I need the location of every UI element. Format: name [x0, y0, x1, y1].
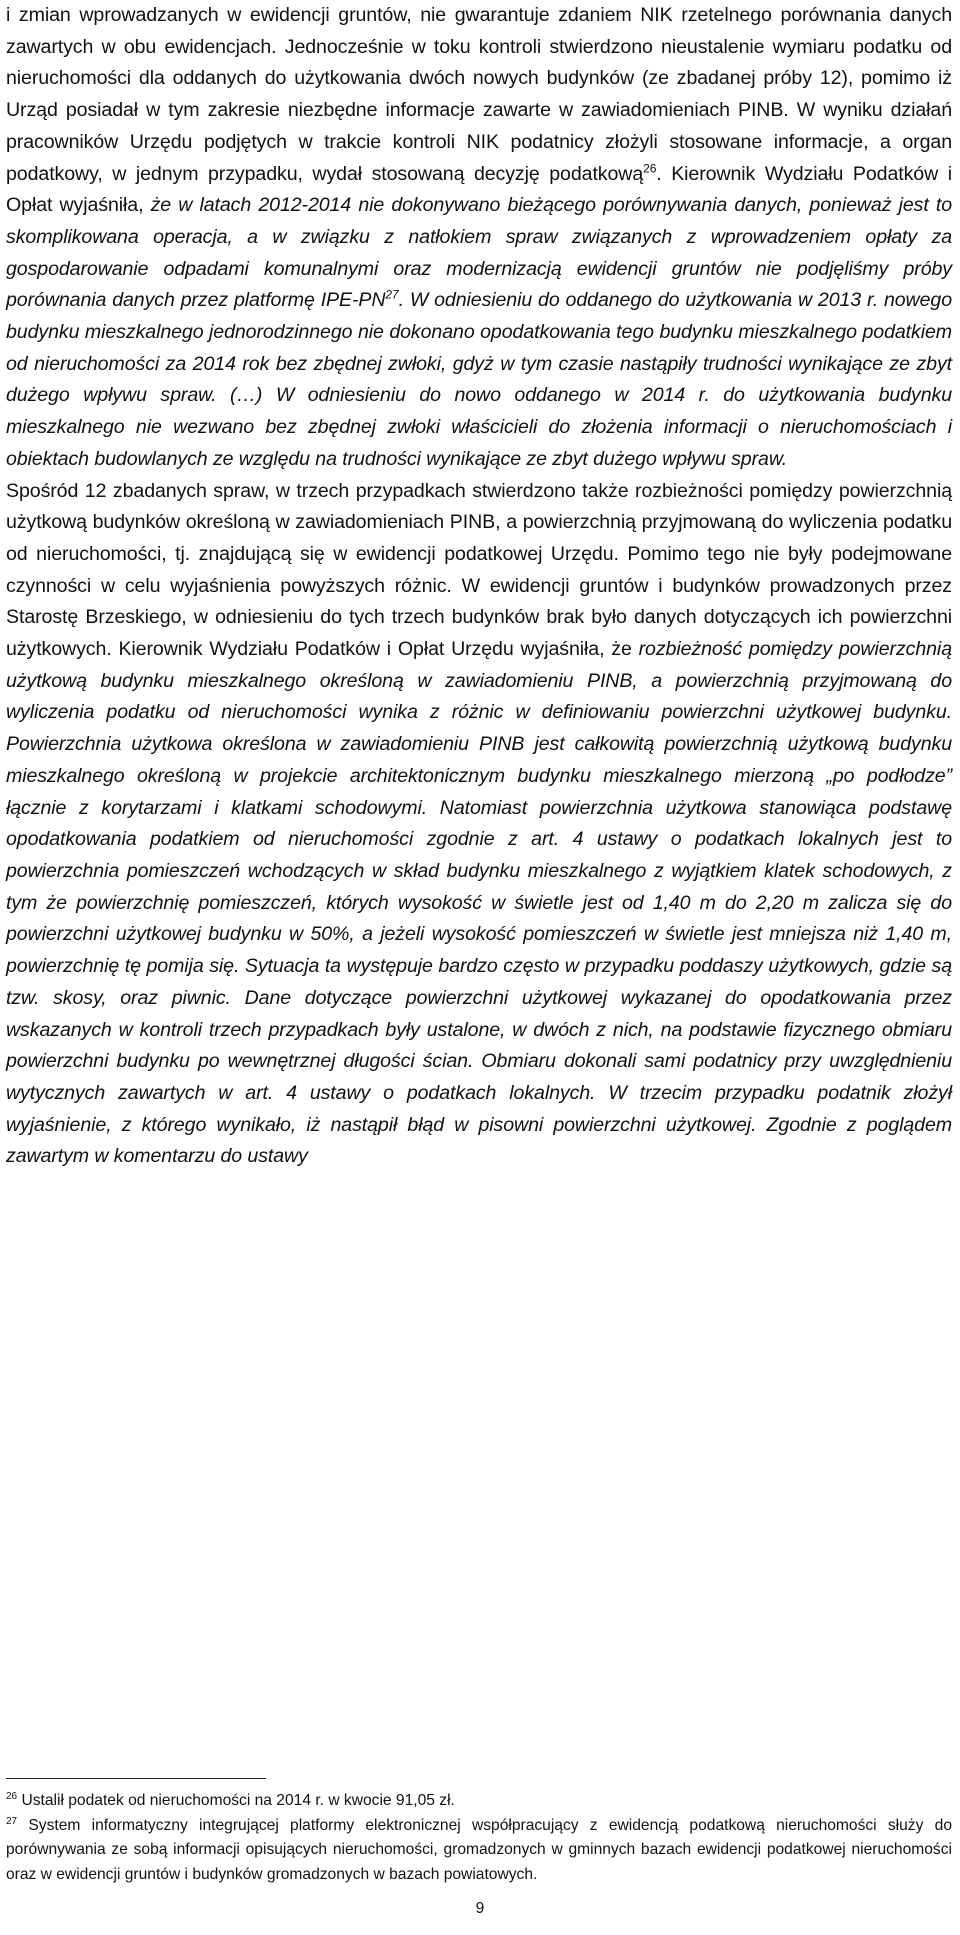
footnote-26	[6, 1789, 952, 1814]
paragraph-text: i zmian wprowadzanych w ewidencji gruntów, nie gwarantuje zdaniem NIK rzetelnego porównania danych zawartych w obu ewidencjach. Jednocześnie w toku kontroli stwierdzono nieustalenie wymiaru podatku od nieruchomości dla oddanych do użytkowania dwóch nowych budynków (ze zbadanej próby 12), pomimo iż Urząd posiadał w tym zakresie niezbędne informacje zawarte w zawiadomieniach PINB. W wyniku działań pracowników Urzędu podjętych w trakcie kontroli NIK podatnicy złożyli stosowane informacje, a organ podatkowy, w jednym przypadku, wydał stosowaną decyzję podatkową	[6, 4, 952, 185]
body-paragraph-2	[6, 476, 952, 1173]
quote-text: że w latach 2012-2014 nie dokonywano bieżącego porównywania danych, ponieważ jest to skomplikowana operacja, a w związku z natłokiem spraw związanych z wprowadzeniem opłaty za gospodarowanie odpadami komunalnymi oraz modernizacją ewidencji gruntów nie podjęliśmy próby porównania danych przez platformę IPE-PN	[6, 194, 952, 312]
footnote-27	[6, 1814, 952, 1888]
footnote-text: System informatyczny integrującej platformy elektronicznej współpracujący z ewidencją podatkową nieruchomości służy do porównywania ze sobą informacji opisujących nieruchomości, gromadzonych w gminnych bazach ewidencji podatkowej nieruchomości oraz w ewidencji gruntów i budynków gromadzonych w bazach powiatowych.	[6, 1816, 952, 1883]
footnote-ref-26[interactable]: 26	[643, 160, 657, 175]
quote-text: rozbieżność pomiędzy powierzchnią użytkową budynku mieszkalnego określoną w zawiadomieniu PINB, a powierzchnią przyjmowaną do wyliczenia podatku od nieruchomości wynika z różnic w definiowaniu powierzchni użytkowej budynku. Powierzchnia użytkowa określona w zawiadomieniu PINB jest całkowitą powierzchnią użytkową budynku mieszkalnego określoną w projekcie architektonicznym budynku mieszkalnego mierzoną „po podłodze” łącznie z korytarzami i klatkami schodowymi. Natomiast powierzchnia użytkowa stanowiąca podstawę opodatkowania podatkiem od nieruchomości zgodnie z art. 4 ustawy o podatkach lokalnych jest to powierzchnia pomieszczeń wchodzących w skład budynku mieszkalnego z wyjątkiem klatek schodowych, z tym że powierzchnię pomieszczeń, których wysokość w świetle jest od 1,40 m do 2,20 m zalicza się do powierzchni użytkowej budynku w 50%, a jeżeli wysokość pomieszczeń w świetle jest mniejsza niż 1,40 m, powierzchnię tę pomija się. Sytuacja ta występuje bardzo często w przypadku poddaszy użytkowych, gdzie są tzw. skosy, oraz piwnic. Dane dotyczące powierzchni użytkowej wykazanej do opodatkowania przez wskazanych w kontroli trzech przypadkach były ustalone, w dwóch z nich, na podstawie fizycznego obmiaru powierzchni budynku po wewnętrznej długości ścian. Obmiaru dokonali sami podatnicy przy uwzględnieniu wytycznych zawartych w art. 4 ustawy o podatkach lokalnych. W trzecim przypadku podatnik złożył wyjaśnienie, z którego wynikało, iż nastąpił błąd w pisowni powierzchni użytkowej. Zgodnie z poglądem zawartym w komentarzu do ustawy	[6, 638, 952, 1168]
paragraph-text: . Kierownik Wydziału Podatków i Opłat wyjaśniła,	[6, 162, 952, 217]
footnote-number: 26	[6, 1790, 18, 1802]
footnote-number: 27	[6, 1815, 18, 1827]
paragraph-text: Spośród 12 zbadanych spraw, w trzech przypadkach stwierdzono także rozbieżności pomiędzy powierzchnią użytkową budynków określoną w zawiadomieniach PINB, a powierzchnią przyjmowaną do wyliczenia podatku od nieruchomości, tj. znajdującą się w ewidencji podatkowej Urzędu. Pomimo tego nie były podejmowane czynności w celu wyjaśnienia powyższych różnic. W ewidencji gruntów i budynków prowadzonych przez Starostę Brzeskiego, w odniesieniu do tych trzech budynków brak było danych dotyczących ich powierzchni użytkowych. Kierownik Wydziału Podatków i Opłat Urzędu wyjaśniła, że	[6, 479, 952, 661]
body-paragraph-1	[6, 0, 952, 476]
footnote-text: Ustalił podatek od nieruchomości na 2014 r. w kwocie 91,05 zł.	[21, 1792, 455, 1809]
page-number: 9	[475, 1900, 485, 1917]
quote-text: . W odniesieniu do oddanego do użytkowania w 2013 r. nowego budynku mieszkalnego jednorodzinnego nie dokonano opodatkowania tego budynku mieszkalnego podatkiem od nieruchomości za 2014 rok bez zbędnej zwłoki, gdyż w tym czasie nastąpiły trudności wynikające ze zbyt dużego wpływu spraw. (…) W odniesieniu do nowo oddanego w 2014 r. do użytkowania budynku mieszkalnego nie wezwano bez zbędnej zwłoki właścicieli do złożenia informacji o nieruchomościach i obiektach budowlanych ze względu na trudności wynikające ze zbyt dużego wpływu spraw.	[6, 289, 952, 470]
footnote-ref-27[interactable]: 27	[385, 287, 399, 302]
footnotes-section	[6, 1778, 952, 1887]
footnote-separator	[6, 1778, 266, 1779]
